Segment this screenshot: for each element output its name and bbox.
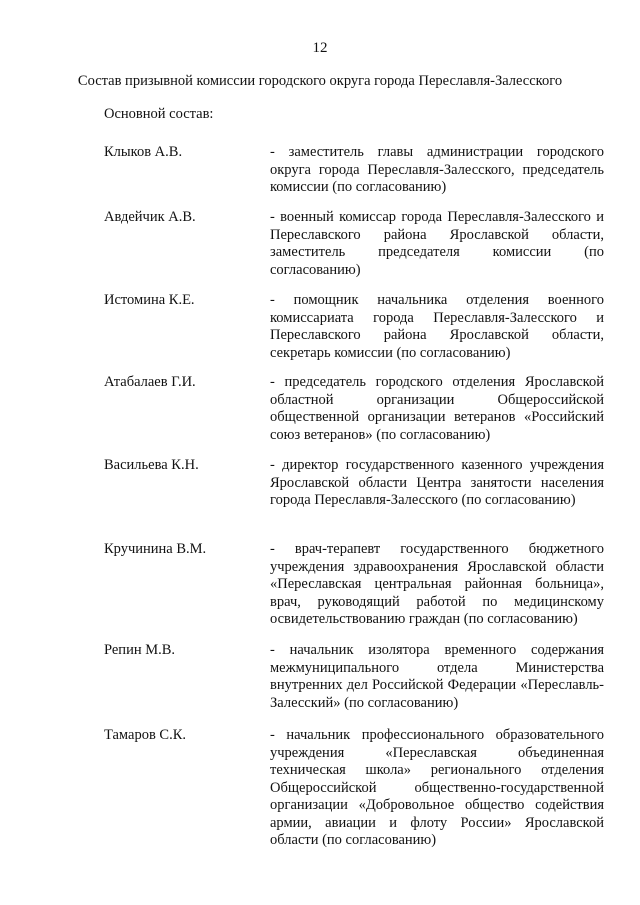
section-label: Основной состав: (104, 106, 214, 122)
member-name: Атабалаев Г.И. (104, 374, 196, 390)
member-name: Кручинина В.М. (104, 541, 207, 557)
member-role: - военный комиссар города Переславля-Залесского и Переславского района Ярославской области, заместитель председателя комиссии (по согласованию) (270, 209, 604, 278)
member-name: Репин М.В. (104, 642, 176, 658)
member-role: - врач-терапевт государственного бюджетного учреждения здравоохранения Ярославской области «Переславская центральная районная больница», врач, руководящий работой по медицинскому освидетельствованию граждан (по согласованию) (270, 541, 604, 627)
member-role: - начальник изолятора временного содержания межмуниципального отдела Министерства внутренних дел Российской Федерации «Переславль-Залесский» (по согласованию) (270, 642, 604, 711)
page-number: 12 (312, 40, 328, 56)
member-name: Васильева К.Н. (104, 457, 199, 473)
member-role: - заместитель главы администрации городского округа города Переславля-Залесского, председатель комиссии (по согласованию) (270, 144, 604, 195)
member-role: - председатель городского отделения Ярославской областной организации Общероссийской общественной организации ветеранов «Российский союз ветеранов» (по согласованию) (270, 374, 604, 443)
member-name: Тамаров С.К. (104, 727, 187, 743)
member-name: Авдейчик А.В. (104, 209, 196, 225)
member-name: Клыков А.В. (104, 144, 183, 160)
member-role: - директор государственного казенного учреждения Ярославской области Центра занятости населения города Переславля-Залесского (по согласованию) (270, 457, 604, 508)
document-title: Состав призывной комиссии городского округа города Переславля-Залесского (77, 73, 563, 89)
member-role: - помощник начальника отделения военного комиссариата города Переславля-Залесского и Переславского района Ярославской области, секретарь комиссии (по согласованию) (270, 292, 604, 361)
member-name: Истомина К.Е. (104, 292, 195, 308)
member-role: - начальник профессионального образовательного учреждения «Переславская объединенная техническая школа» регионального отделения Общероссийской общественно-государственной организации «Добровольное общество содействия армии, авиации и флоту России» Ярославской области (по согласованию) (270, 727, 604, 848)
